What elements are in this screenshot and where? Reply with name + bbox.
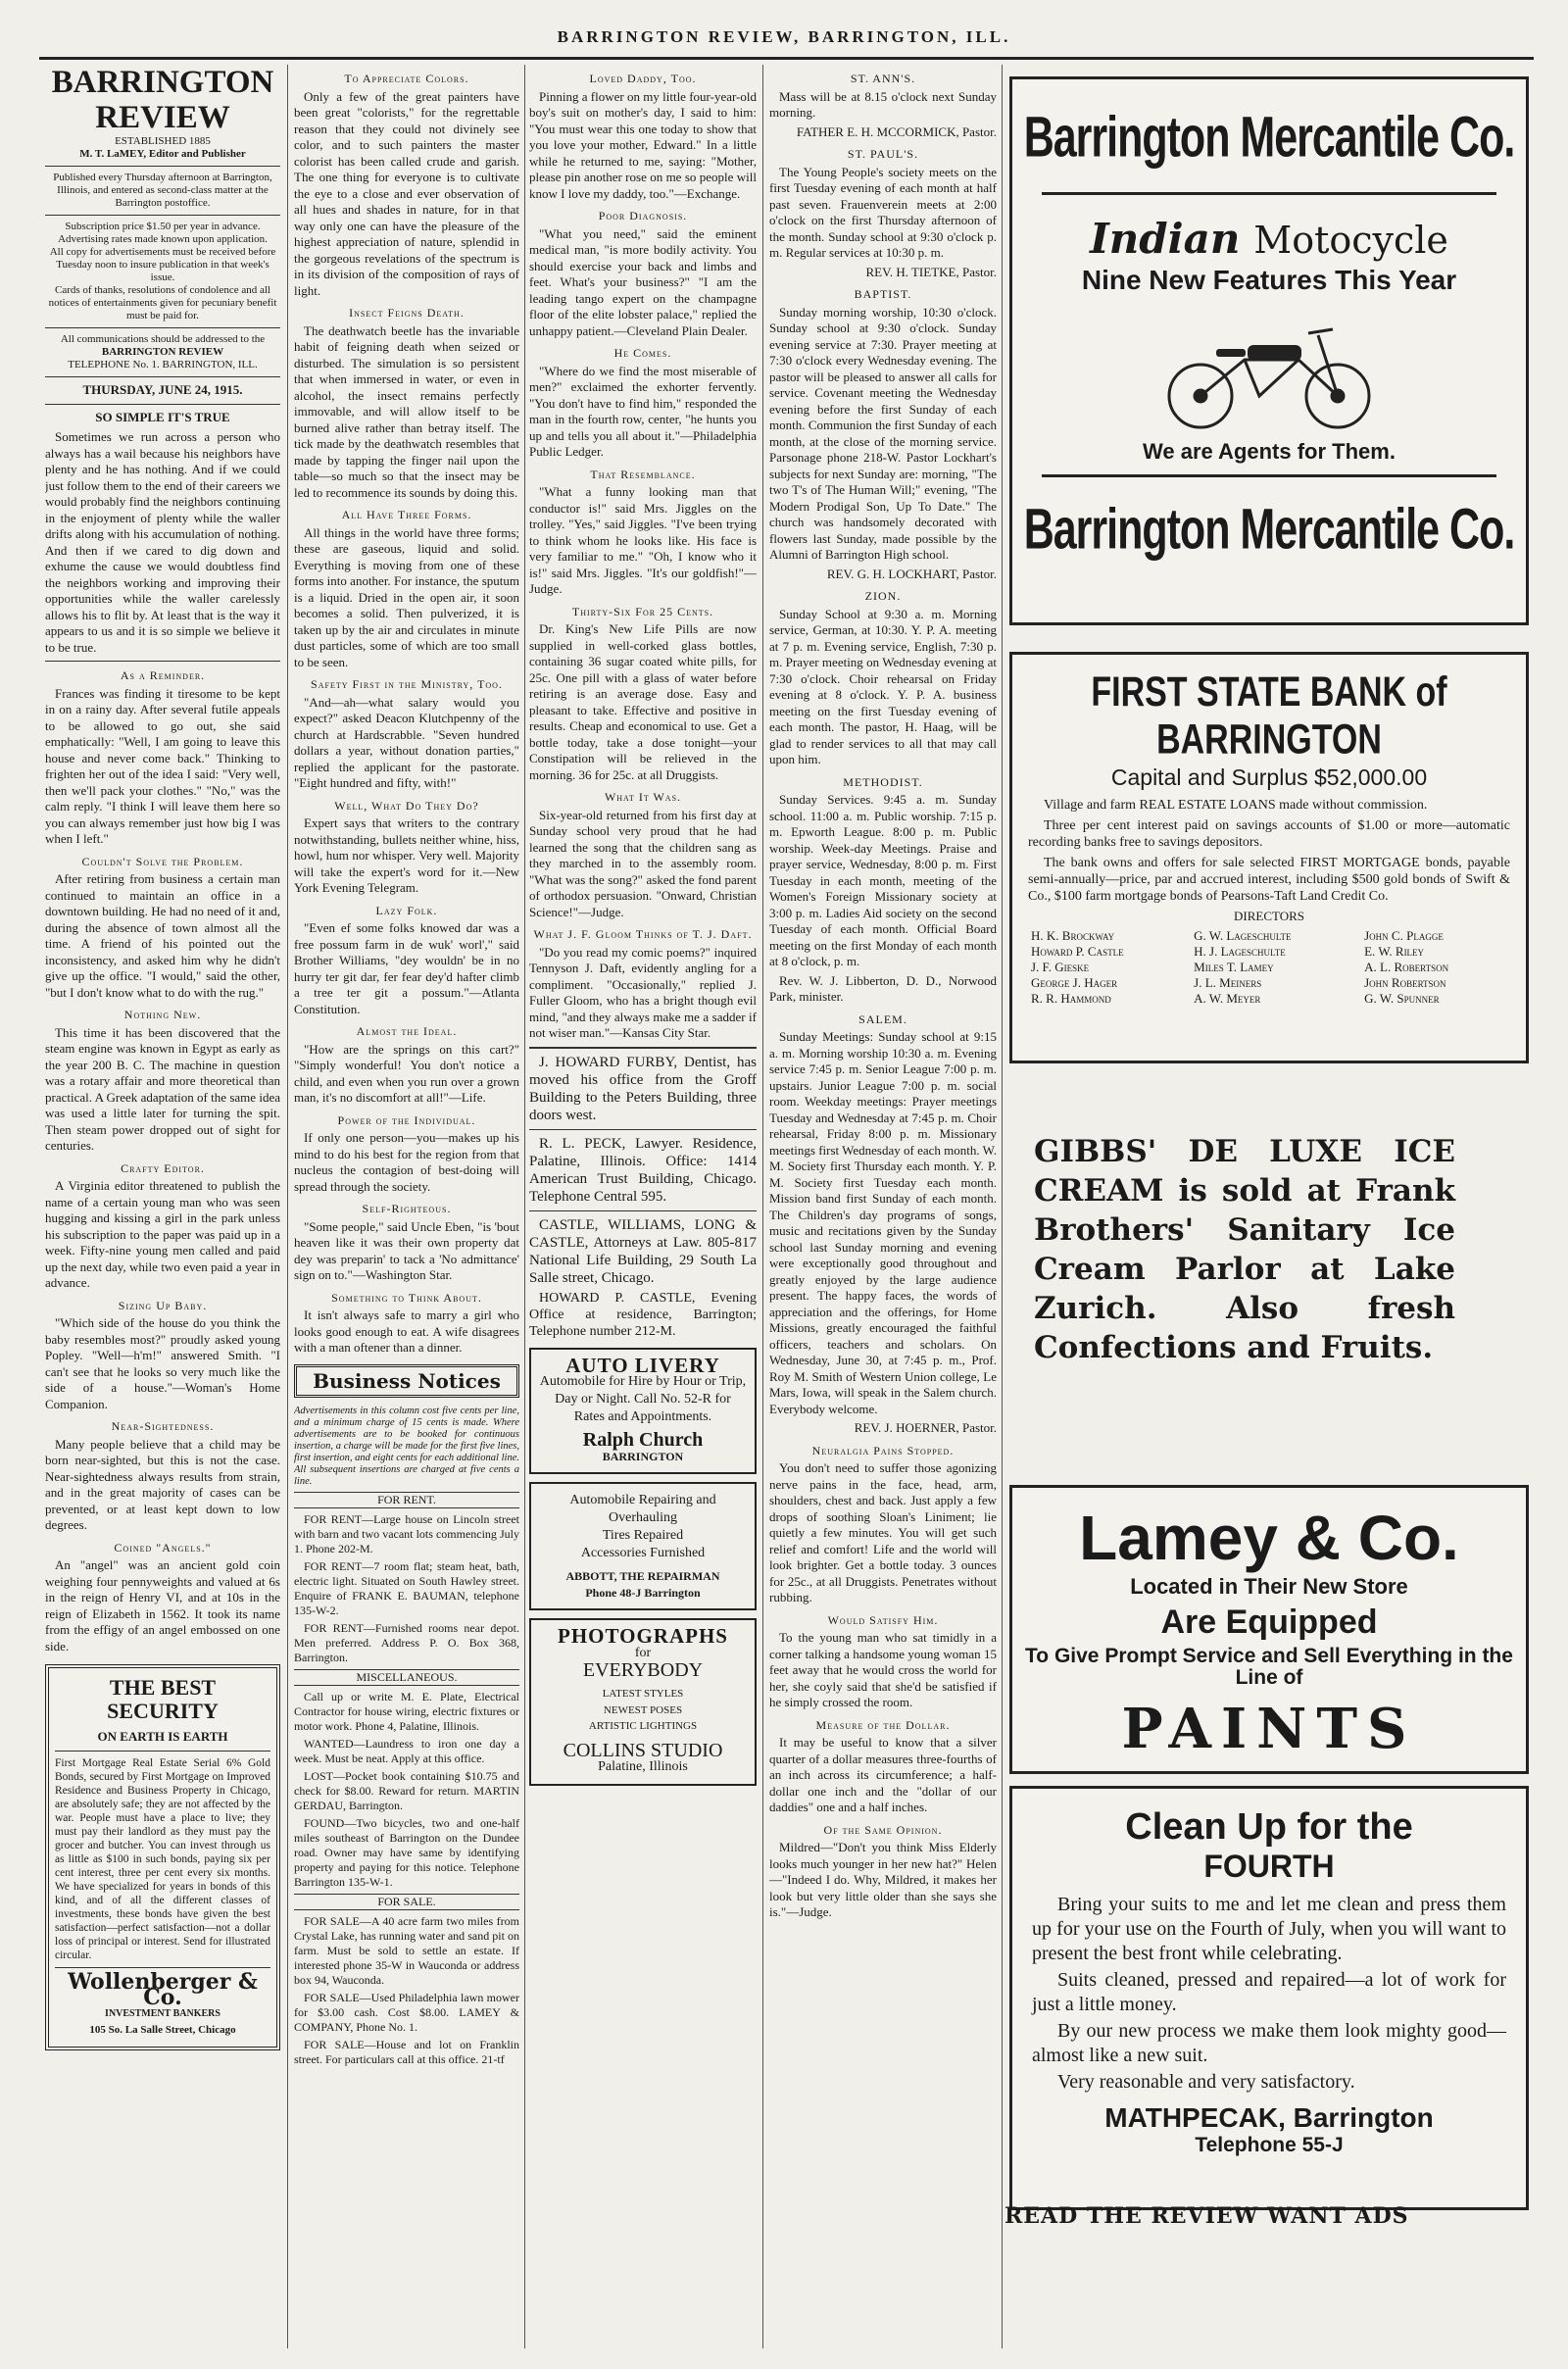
classified-item: Call up or write M. E. Plate, Electrical Contractor for house wiring, electric fixtures or motor work. Phone 4, Palatine, Illinois. — [294, 1690, 519, 1733]
photo-studio: COLLINS STUDIO — [563, 1739, 723, 1761]
church-body: The Young People's society meets on the first Tuesday evening of each month at half past seven. Frauenverein meets at 2:00 o'clock on the first Thursday afternoon of the month. Sunday school at 9:30 o'clock p. m. Regular services at 10:30 p. m. — [769, 164, 997, 260]
lamey-name: Lamey & Co. — [1079, 1503, 1459, 1573]
masthead-publish-note: Published every Thursday afternoon at Barrington, Illinois, and entered as second-class matter at the Barrington postoffice. — [53, 172, 272, 209]
agents-line: We are Agents for Them. — [1143, 439, 1396, 464]
clean-title-2: FOURTH — [1203, 1849, 1335, 1884]
bank-capital: Capital and Surplus $52,000.00 — [1110, 765, 1428, 790]
security-address: 105 So. La Salle Street, Chicago — [89, 2024, 236, 2036]
article-body: All things in the world have three forms; these are gaseous, liquid and solid. Everything is moving from one of these forms into another. For instance, the sputum is a liquid. Dried in the open air, it soon becomes a solid. Then pulverized, it is taken up by the air and circulates in minute dust particles, some of which are too small to be seen. — [294, 524, 519, 669]
article-body: Many people believe that a child may be born near-sighted, but this is not the case. Near-sightedness always results from strain, and in the great majority of cases can be prevented, or at least kept down to low degrees. — [45, 1436, 280, 1532]
clean-title: Clean Up for the — [1125, 1806, 1413, 1848]
article-body: "How are the springs on this cart?" "Simply wonderful! You don't notice a child, and even when you run over a grown man, it's no discomfort at all!"—Life. — [294, 1041, 519, 1105]
director: J. L. Meiners — [1194, 975, 1262, 990]
security-title: THE BEST SECURITY — [107, 1675, 219, 1723]
article-body: "Which side of the house do you think the baby resembles most?" proudly asked young Popley. "Well—h'm!" answered Smith. "I can't see that he looks so very much like the side of a house."—Woman's Home Companion. — [45, 1315, 280, 1411]
classified-rate-note: Advertisements in this column cost five cents per line, and a minimum charge of 15 cents is made. Where advertisements are to be booked for continuous insertion, a charge will be made for the first five lines, first insertion, and eight cents for each additional line. All subsequent insertions are charged at five cents a line. — [294, 1406, 519, 1487]
livery-body: Automobile for Hire by Hour or Trip, Day or Night. Call No. 52-R for Rates and Appointments. — [539, 1374, 747, 1424]
directors-table — [1028, 928, 1510, 1007]
director: Howard P. Castle — [1031, 944, 1124, 959]
lamey-line: To Give Prompt Service and Sell Everything in the Line of — [1025, 1645, 1513, 1689]
column-rule — [1002, 65, 1003, 2348]
church-title: METHODIST. — [843, 774, 923, 789]
masthead-copy-note: All copy for advertisements must be received before Tuesday noon to insure publication in that week's issue. — [49, 246, 276, 283]
article-title: Loved Daddy, Too. — [589, 72, 697, 85]
classified-item: FOUND—Two bicycles, two and one-half miles southeast of Barrington on the Dundee road. Owner may have same by identifying property and paying for this notice. Telephone Barrington 135-W-1. — [294, 1816, 519, 1889]
column-rule — [287, 65, 288, 2348]
classified-category: FOR RENT. — [294, 1492, 519, 1508]
photo-line: ARTISTIC LIGHTINGS — [588, 1720, 698, 1732]
director: H. K. Brockway — [1031, 928, 1115, 943]
director: H. J. Lageschulte — [1194, 944, 1286, 959]
church-body: Sunday Meetings: Sunday school at 9:15 a. m. Morning worship 10:30 a. m. Evening service 7:45 p. m. Senior League 7:00 p. m. upstairs. Junior League 7:00 p. m. social room. Weekday meetings: Prayer meetings Tuesday and Wednesday at 7:45 p. m. Choir rehearsal, Friday 8:00 p. m. Missionary meetings first Wednesday of each month. W. M. Society first Thursday each month. Y. P. M. Society first Tuesday each month. Mission band first Sunday of each month. The Children's day programs of songs, music and recitations given by the Sunday school last Sunday morning and evening were exceptionally good throughout and greatly enjoyed by the large audience present. The happy faces, the words of appreciation and the offerings, for Home Missions, greatly encouraged the faithful officers, teachers and scholars. On Wednesday, June 30, at 7:45 p. m., Prof. Roy M. Smith of Western Union college, Le Mars, Iowa, will speak in the Salem church. Everybody welcome. — [769, 1029, 997, 1416]
masthead-editor: M. T. LaMEY, Editor and Publisher — [79, 148, 246, 160]
article-body: Pinning a flower on my little four-year-old boy's suit on mother's day, I said to him: "You must wear this one today to show that you love your mother, Edward." In a little while he returned to me, saying: "Mother, please pin another rose on me so people will know I love my daddy, too."—Exchange. — [529, 88, 757, 201]
article-title: All Have Three Forms. — [341, 508, 472, 521]
card-castle-evening: HOWARD P. CASTLE, Evening Office at residence, Barrington; Telephone number 212-M. — [529, 1290, 757, 1339]
article-title: Nothing New. — [123, 1008, 202, 1021]
article-title: Would Satisfy Him. — [827, 1612, 939, 1627]
clean-up-ad — [1009, 1786, 1529, 2210]
editorial-body: Sometimes we run across a person who always has a wail because his neighbors have plenty and he has nothing. And if we could just follow them to the end of their careers we would probably find the neighbors continuing in the enjoyment of plenty while the waller drifts along with his accumulation of nothing. And then if we cared to dig down and exhume the cause we would doubtless find the neighbors working and improving their opportunities while the waller carelessly allows his to flit by. At least that is the way it appears to us and it is so simple we believe it to be true. — [45, 429, 280, 655]
classified-category: MISCELLANEOUS. — [294, 1669, 519, 1686]
masthead-subscription: Subscription price $1.50 per year in advance. Advertising rates made known upon application. — [58, 221, 268, 245]
director: Miles T. Lamey — [1194, 960, 1274, 974]
repair-line: Accessories Furnished — [580, 1546, 706, 1560]
article-body: Six-year-old returned from his first day at Sunday school very proud that he had learned the song that the children sang as they marched in to the assembly room. "What was the song?" asked the fond parent of orthodox persuasion. "Onward, Christian Science!"—Judge. — [529, 807, 757, 919]
classified-item: FOR RENT—7 room flat; steam heat, bath, electric light. Situated on South Hawley street. Enquire of FRANK E. BAUMAN, telephone 135-W-2. — [294, 1559, 519, 1617]
church-body: Mass will be at 8.15 o'clock next Sunday morning. — [769, 88, 997, 120]
church-pastor: REV. H. TIETKE, Pastor. — [865, 264, 997, 279]
photo-title: PHOTOGRAPHS — [558, 1624, 728, 1648]
lamey-line: Are Equipped — [1160, 1604, 1378, 1641]
article-title: Poor Diagnosis. — [598, 209, 688, 222]
article-title: Something to Think About. — [331, 1290, 482, 1305]
article-body: Only a few of the great painters have been great "colorists," for the regrettable reason that they could not divinely see color, and to such painters the master colorist has been called crude and garish. The one thing for everyone is to cultivate the eye to a close and ever observation of all hues and shades in nature, for in that way only one can have the pleasure of the highest appreciation of nature, splendid in the gorgeous revelations of the spectrum is in its division of the composition of rays of light. — [294, 88, 519, 298]
article-body: It may be useful to know that a silver quarter of a dollar measures three-fourths of an inch across its circumference; a half-dollar one inch and the "dollar of our daddies" one and a half inches. — [769, 1735, 997, 1814]
church-body: Sunday School at 9:30 a. m. Morning service, German, at 10:30. Y. P. A. meeting at 7 p. m. Evening service, English, 7:30 p. m. Prayer meeting on Wednesday evening at 7:30 o'clock. Choir rehearsal on Friday evening at 8 o'clock. Y. P. A. business meeting on the first Tuesday evening of each month. The pastor, H. Haag, will be glad to render services to all that may call upon him. — [769, 606, 997, 766]
director: A. L. Robertson — [1364, 960, 1449, 974]
director: G. W. Lageschulte — [1194, 928, 1292, 943]
article-title: Insect Feigns Death. — [349, 306, 465, 320]
article-title: Self-Righteous. — [362, 1202, 452, 1215]
article-title: What J. F. Gloom Thinks of T. J. Daft. — [533, 927, 753, 941]
church-pastor: FATHER E. H. MCCORMICK, Pastor. — [796, 123, 997, 139]
church-title: ST. ANN'S. — [850, 72, 916, 85]
classified-item: LOST—Pocket book containing $10.75 and check for $8.00. Reward for return. MARTIN GERDAU, Barrington. — [294, 1769, 519, 1812]
classified-item: FOR SALE—House and lot on Franklin street. For particulars call at this office. 21-tf — [294, 2038, 519, 2066]
article-title: As a Reminder. — [120, 668, 206, 682]
article-body: "What you need," said the eminent medical man, "is more bodily activity. You should exercise your back and limbs and feet. What's your business?" "I am the leading tango expert on the champagne floor of the elite lobster palace," replied the unhappy patient.—Cleveland Plain Dealer. — [529, 225, 757, 338]
gibbs-ice-cream-ad: GIBBS' DE LUXE ICE CREAM is sold at Frank Brothers' Sanitary Ice Cream Parlor at Lake Zurich. Also fresh Confections and Fruits. — [1034, 1134, 1455, 1365]
repair-name: ABBOTT, THE REPAIRMAN — [565, 1569, 720, 1583]
photo-line: NEWEST POSES — [603, 1703, 683, 1716]
article-title: Lazy Folk. — [375, 903, 438, 917]
repair-line: Automobile Repairing and Overhauling — [569, 1493, 716, 1525]
article-body: A Virginia editor threatened to publish the name of a certain young man who was seen hugging and kissing a girl in the park unless his subscription to the paper was paid up in a week. Fifty-nine young men called and paid up the next day, while two even paid a year in advance. — [45, 1178, 280, 1290]
auto-livery-ad — [529, 1348, 757, 1475]
church-title: BAPTIST. — [854, 287, 912, 301]
article-title: Power of the Individual. — [337, 1112, 476, 1127]
clean-telephone: Telephone 55-J — [1195, 2134, 1344, 2156]
article-body: "Some people," said Uncle Eben, "is 'bout heaven like it was their own property dat dey was preparin' to tack a 'No admittance' sign on to."—Washington Star. — [294, 1218, 519, 1282]
head-rule — [39, 57, 1534, 60]
directors-label: DIRECTORS — [1234, 909, 1304, 923]
directors-row — [1028, 944, 1510, 960]
mercantile-name-bottom: Barrington Mercantile Co. — [1023, 498, 1515, 563]
classified-item: FOR SALE—A 40 acre farm two miles from Crystal Lake, has running water and sand pit on farm. Must be sold to settle an estate. If interested phone 35-W in Wauconda or address box 94, Wauconda. — [294, 1914, 519, 1987]
clean-paragraph: By our new process we make them look mighty good—almost like a new suit. — [1032, 2020, 1506, 2066]
article-body: If only one person—you—makes up his mind to do his best for the region from that nucleus the contagion of best-doing will spread through the society. — [294, 1130, 519, 1194]
article-title: Thirty-Six For 25 Cents. — [571, 604, 714, 618]
church-title: ST. PAUL'S. — [847, 147, 919, 161]
column-1 — [45, 65, 280, 2358]
classified-item: FOR RENT—Furnished rooms near depot. Men preferred. Address P. O. Box 368, Barrington. — [294, 1621, 519, 1664]
column-rule — [524, 65, 525, 2348]
security-subtitle: ON EARTH IS EARTH — [97, 1729, 228, 1744]
classified-item: WANTED—Laundress to iron one day a week. Must be neat. Apply at this office. — [294, 1737, 519, 1765]
church-pastor: REV. G. H. LOCKHART, Pastor. — [826, 566, 997, 581]
director: G. W. Spunner — [1364, 991, 1440, 1006]
bank-name: FIRST STATE BANK of BARRINGTON — [1091, 668, 1447, 764]
clean-firm: MATHPECAK, Barrington — [1104, 2102, 1434, 2133]
classifieds — [294, 1406, 519, 2067]
article-title: Neuralgia Pains Stopped. — [811, 1443, 955, 1457]
bank-line: Three per cent interest paid on savings accounts of $1.00 or more—automatic recording banks free to savings depositors. — [1028, 818, 1510, 850]
article-body: "Where do we find the most miserable of men?" exclaimed the exhorter fervently. "You don't have to find him," responded the man in the fourth row, center, "he hunts you up and tells you all about it."—Philadelphia Public Ledger. — [529, 363, 757, 459]
church-body: Sunday Services. 9:45 a. m. Sunday school. 11:00 a. m. Public worship. 7:15 p. m. Epworth League. 8:00 p. m. Public worship. Week-day Meetings. Praise and prayer service, Wednesday, 8:00 p. m. First Tuesday in each month, meeting of the Women's Foreign Missionary society at 3:00 p. m. Ladies Aid society on the second Tuesday of each month. Official Board meeting on the first Monday of each month at 8 o'clock, p. m. — [769, 792, 997, 968]
card-furby: J. HOWARD FURBY, Dentist, has moved his office from the Groff Building to the Peters Building, three doors west. — [529, 1054, 757, 1123]
article-title: He Comes. — [613, 346, 672, 360]
livery-town: BARRINGTON — [602, 1449, 684, 1463]
article-title: Sizing Up Baby. — [118, 1298, 208, 1312]
article-body: "And—ah—what salary would you expect?" asked Deacon Klutchpenny of the church at Hardscrabble. "Seven hundred dollars a year, without donation parties," replied the applicant for the pastorate. "Eight hundred and fifty, with!" — [294, 694, 519, 790]
article-title: That Resemblance. — [590, 467, 696, 481]
masthead-established: ESTABLISHED 1885 — [115, 135, 211, 147]
article-title: Couldn't Solve the Problem. — [81, 854, 244, 868]
article-body: The deathwatch beetle has the invariable habit of feigning death when seized or disturbed. The simulation is so persistent that when immersed in water, or even in alcohol, the insect remains perfectly immovable, and will allow itself to be burned alive rather than betray itself. The tick made by the deathwatch resembles that made by tapping the finger nail upon the table—so much so that the insect may be led to recommence its sounds by doing this. — [294, 322, 519, 500]
masthead-title: BARRINGTON REVIEW — [51, 65, 274, 135]
column-2 — [294, 65, 519, 2358]
article-body: Frances was finding it tiresome to be kept in on a rainy day. After several futile appeals to be allowed to go out, she said emphatically: "Well, I am going to leave this house and never come back." Thinking to frighten her out of the idea I said: "Very well, then we'll pack your clothes." "No," was the calm reply. "I think I will leave them here so you can always remember just how big I was when I left." — [45, 685, 280, 846]
director: R. R. Hammond — [1031, 991, 1111, 1006]
repair-line: Tires Repaired — [602, 1528, 684, 1543]
photo-town: Palatine, Illinois — [598, 1759, 688, 1774]
livery-title: AUTO LIVERY — [565, 1353, 720, 1377]
article-title: Well, What Do They Do? — [334, 798, 479, 813]
photo-for: for — [634, 1645, 652, 1660]
article-body: This time it has been discovered that the steam engine was known in Egypt as early as the year 200 B. C. The machine in question was a rotary affair and more theoretical than practical. A Greek adaptation of the same idea was used a little later for turning the spit. Then steam power dropped out of sight for centuries. — [45, 1024, 280, 1153]
indian-brand-rest: Motocycle — [1253, 219, 1448, 262]
article-body: After retiring from business a certain man continued to maintain an office in a downtown building. He had no need of it and, during the absence of town almost all the time. A friend of his pointed out the inconsistency, and asked him why he didn't give up the office. "I would," said the other, "but I don't know what to do with the rug." — [45, 871, 280, 1000]
indian-brand-name: Indian — [1090, 215, 1241, 263]
motorcycle-icon — [1152, 306, 1387, 433]
issue-date: THURSDAY, JUNE 24, 1915. — [82, 382, 243, 397]
article-body: To the young man who sat timidly in a corner talking a handsome young woman 15 feet away that he would cross the world for her, she coyly said that she'd be satisfied if he simply crossed the room. — [769, 1630, 997, 1709]
article-title: Almost the Ideal. — [356, 1024, 458, 1038]
directors-row — [1028, 991, 1510, 1007]
business-notices-heading: Business Notices — [294, 1364, 519, 1399]
photo-line: LATEST STYLES — [602, 1688, 684, 1700]
directors-row — [1028, 928, 1510, 944]
clean-paragraph: Very reasonable and very satisfactory. — [1057, 2071, 1355, 2093]
article-body: "Even ef some folks knowed dar was a free possum farm in de wuk' worl'," said Brother Williams, "dey wouldn' be in no hurry ter git dar, fer fear dey'd hafter climb a tree ter git a possum."—Atlanta Constitution. — [294, 920, 519, 1016]
photographs-ad — [529, 1618, 757, 1786]
photo-everybody: EVERYBODY — [582, 1658, 704, 1681]
bank-line: Village and farm REAL ESTATE LOANS made without commission. — [1044, 798, 1428, 813]
article-title: Measure of the Dollar. — [815, 1717, 951, 1732]
mercantile-name-top: Barrington Mercantile Co. — [1023, 106, 1515, 171]
card-castle: CASTLE, WILLIAMS, LONG & CASTLE, Attorneys at Law. 805-817 National Life Building, 29 South La Salle street, Chicago. — [529, 1216, 757, 1286]
classified-category: FOR SALE. — [294, 1894, 519, 1910]
article-body: Mildred—"Don't you think Miss Elderly looks much younger in her new hat?" Helen—"Indeed I do. Why, Mildred, it makes her look but very little older than she says she is."—Judge. — [769, 1840, 997, 1919]
column-rule — [762, 65, 763, 2348]
masthead-cards-note: Cards of thanks, resolutions of condolence and all notices of entertainments given for pecuniary benefit must be paid for. — [48, 284, 277, 321]
column-4 — [769, 65, 997, 2358]
running-head: BARRINGTON REVIEW, BARRINGTON, ILL. — [557, 27, 1011, 46]
article-body: It isn't always safe to marry a girl who looks good enough to eat. A wife disagrees with a man oftener than a dinner. — [294, 1308, 519, 1355]
classified-item: FOR RENT—Large house on Lincoln street with barn and two vacant lots commencing July 1. Phone 202-M. — [294, 1512, 519, 1555]
mercantile-ad — [1009, 76, 1529, 625]
article-title: Safety First in the Ministry, Too. — [311, 677, 503, 691]
clean-paragraph: Suits cleaned, pressed and repaired—a lot of work for just a little money. — [1032, 1969, 1506, 2015]
bank-line: The bank owns and offers for sale selected FIRST MORTGAGE bonds, payable semi-annually—price, par and accrued interest, including $500 gold bonds of Swift & Co., $100 farm mortgage bonds of Pearsons-Taft Land Credit Co. — [1028, 856, 1510, 904]
article-body: Dr. King's New Life Pills are now supplied in well-corked glass bottles, containing 36 sugar coated white pills, for 25c. One pill with a glass of water before retiring is an average dose. Easy and pleasant to take. Effective and positive in results. Cheap and economical to use. Get a bottle today, take a dose tonight—your Constipation will be relieved in the morning. 36 for 25c. at all Druggists. — [529, 621, 757, 782]
column-3 — [529, 65, 757, 2358]
masthead-address-name: BARRINGTON REVIEW — [101, 346, 224, 358]
article-body: You don't need to suffer those agonizing nerve pains in the face, head, arm, shoulders, chest and back. Just apply a few drops of soothing Sloan's Liniment; lie quietly a few minutes. You will get such relief and comfort! Life and the world will look brighter. Get a bottle today. 3 ounces for 25c., at all Druggists. Penetrates without rubbing. — [769, 1460, 997, 1604]
article-body: Expert says that writers to the contrary notwithstanding, bullets neither whine, hiss, howl, hum nor whisper. Very well. Majority will take the expert's word for it.—New York Evening Telegram. — [294, 815, 519, 895]
article-body: "What a funny looking man that conductor is!" said Mrs. Jiggles on the trolley. "Yes," said Jiggles. "I've been trying to think whom he looks like. His face is very familiar to me." "Oh, I know who it is!" said Mrs. Jiggles. "It's our goldfish!"—Judge. — [529, 484, 757, 596]
lamey-paints-ad — [1009, 1485, 1529, 1774]
want-ads-line: READ THE REVIEW WANT ADS — [1004, 2203, 1409, 2229]
director: John C. Plagge — [1364, 928, 1444, 943]
article-title: Coined "Angels." — [114, 1540, 212, 1555]
director: George J. Hager — [1031, 975, 1118, 990]
church-body: Sunday morning worship, 10:30 o'clock. Sunday school at 9:30 o'clock. Sunday evening service at 7:30. Prayer meeting at 7:30 o'clock every Wednesday evening. The pastor will be pleased to answer all calls for service. Covenant meeting the Wednesday evening before the first Sunday of each month. Communion the first Sunday of each month, at the close of the morning service. Parsonage phone 218-W. Pastor Lockhart's subjects for next Sunday are: morning, "The two T's of The Human Will;" evening, "The Modern Prodigal Son, Up To Date." The church was handsomely decorated with flowers last Sunday, made possible by the Alumni of Barrington High school. — [769, 304, 997, 562]
livery-name: Ralph Church — [582, 1429, 704, 1451]
article-title: What It Was. — [604, 790, 682, 804]
bank-ad — [1009, 652, 1529, 1063]
lamey-paints: PAINTS — [1121, 1697, 1417, 1761]
director: John Robertson — [1364, 975, 1446, 990]
church-title: ZION. — [864, 589, 902, 603]
article-title: To Appreciate Colors. — [344, 72, 469, 85]
church-pastor: Rev. W. J. Libberton, D. D., Norwood Park, minister. — [769, 972, 997, 1004]
masthead-telephone: TELEPHONE No. 1. BARRINGTON, ILL. — [68, 359, 258, 370]
church-pastor: REV. J. HOERNER, Pastor. — [854, 1420, 997, 1435]
directors-row — [1028, 960, 1510, 975]
article-title: Crafty Editor. — [121, 1160, 205, 1175]
masthead-address-note: All communications should be addressed to the — [60, 333, 266, 345]
article-title: Of the Same Opinion. — [823, 1822, 943, 1837]
repair-phone: Phone 48-J Barrington — [585, 1585, 701, 1600]
auto-repair-ad — [529, 1482, 757, 1610]
lamey-line: Located in Their New Store — [1130, 1574, 1408, 1599]
article-body: "Do you read my comic poems?" inquired Tennyson J. Daft, evidently angling for a compliment. "Occasionally," replied J. Fuller Gloom, who has a bright though evil mind, "and they always make me a sadder if not wiser man."—Kansas City Star. — [529, 944, 757, 1040]
article-title: Near-Sightedness. — [111, 1419, 215, 1433]
indian-brand — [1012, 215, 1526, 263]
security-firm-sub: INVESTMENT BANKERS — [105, 2007, 220, 2019]
article-body: An "angel" was an ancient gold coin weighing four pennyweights and valued at 6s in the reign of Henry VI, and at 10s in the reign of Elizabeth in 1562. It took its name from the effigy of an angel embossed on one side. — [45, 1557, 280, 1653]
church-title: SALEM. — [858, 1012, 907, 1026]
director: J. F. Gieske — [1031, 960, 1090, 974]
best-security-ad — [45, 1664, 280, 2050]
security-firm: Wollenberger & Co. — [68, 1968, 258, 2010]
features-line: Nine New Features This Year — [1081, 265, 1457, 295]
director: E. W. Riley — [1364, 944, 1425, 959]
clean-paragraph: Bring your suits to me and let me clean and press them up for your use on the Fourth of July, when you will want to present the best front while celebrating. — [1032, 1894, 1506, 1964]
director: A. W. Meyer — [1194, 991, 1261, 1006]
directors-row — [1028, 975, 1510, 991]
card-peck: R. L. PECK, Lawyer. Residence, Palatine, Illinois. Office: 1414 American Trust Building, Chicago. Telephone Central 595. — [529, 1135, 757, 1205]
editorial-headline: SO SIMPLE IT'S TRUE — [95, 409, 230, 424]
security-body: First Mortgage Real Estate Serial 6% Gold Bonds, secured by First Mortgage on Improved Residence and Business Property in Chicago, are absolutely safe; they are not affected by the war. People must have a place to live; they must pay their landlord as they must pay the grocer and butcher. You can invest through us as little as $100 in such bonds, paying six per cent interest, three per cent every six months. We have specialized for years in bonds of this kind, and of all the different classes of investments, these bonds have given the best satisfaction—perfect satisfaction—not a dollar loss of principal or interest. Send for illustrated circular. — [55, 1756, 270, 1961]
classified-item: FOR SALE—Used Philadelphia lawn mower for $3.00 cash. Cost $8.00. LAMEY & COMPANY, Phone No. 1. — [294, 1991, 519, 2034]
